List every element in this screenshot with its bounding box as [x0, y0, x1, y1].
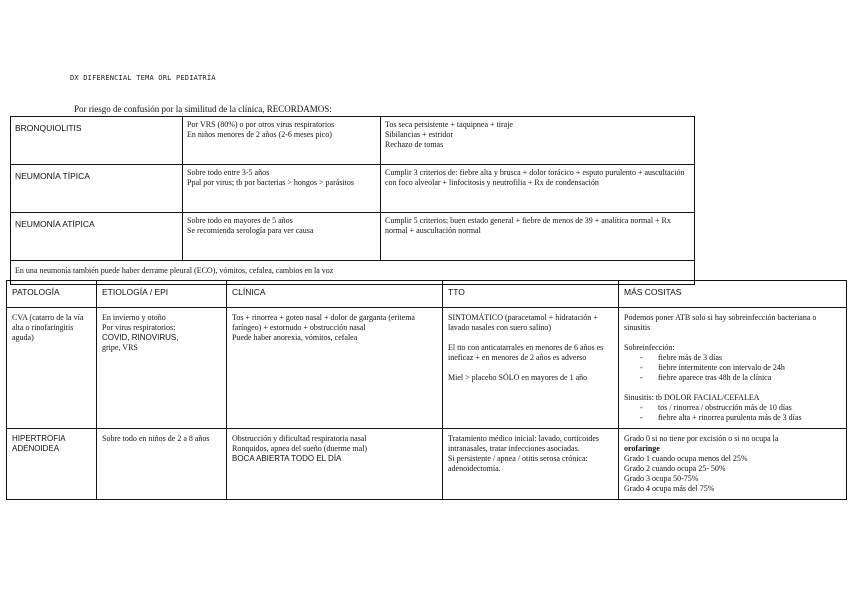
column-header: PATOLOGÍA — [7, 281, 97, 308]
clinic-cell: Tos + rinorrea + goteo nasal + dolor de garganta (eritema faríngeo) + estornudo + obstrucción nasal Puede haber anorexia, vómitos, cefalea — [227, 308, 443, 429]
etiology-cell: Sobre todo en niños de 2 a 8 años — [97, 429, 227, 500]
column-header: MÁS COSITAS — [619, 281, 847, 308]
list-item: - fiebre aparece tras 48h de la clínica — [640, 373, 841, 383]
table-header-row — [7, 281, 847, 308]
etiology-cell: Sobre todo entre 3-5 años Ppal por virus; tb por bacterias > hongos > parásitos — [183, 165, 381, 213]
list-item: - fiebre más de 3 días — [640, 353, 841, 363]
list-item: - fiebre alta + rinorrea purulenta más de 3 días — [640, 413, 841, 423]
treatment-cell: Tratamiento médico inicial: lavado, corticoides intranasales, tratar infecciones asociadas. Si persistente / apnea / otitis serosa crónica: adenoidectomía. — [443, 429, 619, 500]
column-header: TTO — [443, 281, 619, 308]
column-header: ETIOLOGÍA / EPI — [97, 281, 227, 308]
pathology-cell: HIPERTROFIA ADENOIDEA — [7, 429, 97, 500]
clinic-cell: Cumplir 5 criterios: buen estado general + fiebre de menos de 39 + analítica normal + Rx normal + auscultación normal — [381, 213, 695, 261]
table-row — [11, 213, 695, 261]
table-row — [11, 117, 695, 165]
etiology-cell: Sobre todo en mayores de 5 años Se recomienda serología para ver causa — [183, 213, 381, 261]
extra-notes-cell: Grado 0 si no tiene por excisión o si no ocupa la orofaringe Grado 1 cuando ocupa menos del 25% Grado 2 cuando ocupa 25- 50% Grado 3 ocupa 50-75% Grado 4 ocupa más del 75% — [619, 429, 847, 500]
pathology-table — [6, 280, 847, 500]
table-row-hipertrofia — [7, 429, 847, 500]
superinfection-list — [624, 353, 841, 383]
extra-notes-cell: Podemos poner ATB solo si hay sobreinfección bacteriana o sinusitis Sobreinfección: - fiebre más de 3 días - fiebre intermitente con intervalo de 24h - fiebre aparece tras 48h de la clínica Sinusitis: tb DOLOR FACIAL/CEFALEA - tos / rinorrea / obstrucción más de 10 días - fiebre alta + rinorrea purulenta más de 3 días — [619, 308, 847, 429]
pathology-name: BRONQUIOLITIS — [11, 117, 183, 165]
pathology-name: NEUMONÍA ATÍPICA — [11, 213, 183, 261]
differential-table — [10, 116, 695, 285]
etiology-cell: Por VRS (80%) o por otros virus respiratorios En niños menores de 2 años (2-6 meses pico) — [183, 117, 381, 165]
clinic-cell: Cumplir 3 criterios de: fiebre alta y brusca + dolor torácico + esputo purulento + auscultación con foco alveolar + linfocitosis y neutrofilia + Rx de condensación — [381, 165, 695, 213]
table-row-cva — [7, 308, 847, 429]
etiology-cell: En invierno y otoño Por virus respiratorios: COVID, RINOVIRUS, gripe, VRS — [97, 308, 227, 429]
treatment-cell: SINTOMÁTICO (paracetamol + hidratación + lavado nasales con suero salino) El tto con anticatarrales en menores de 6 años es ineficaz + en menores de 2 años es adverso Miel > placebo SÓLO en mayores de 1 año — [443, 308, 619, 429]
pathology-cell: CVA (catarro de la vía alta o rinofaringitis aguda) — [7, 308, 97, 429]
pneumonia-note: En una neumonía también puede haber derrame pleural (ECO), vómitos, cefalea, cambios en la voz — [11, 261, 695, 285]
intro-text: Por riesgo de confusión por la similitud de la clínica, RECORDAMOS: — [74, 104, 332, 114]
list-item: - fiebre intermitente con intervalo de 24h — [640, 363, 841, 373]
column-header: CLÍNICA — [227, 281, 443, 308]
sinusitis-list — [624, 403, 841, 423]
document-heading: DX DIFERENCIAL TEMA ORL PEDIATRÍA — [70, 74, 216, 82]
clinic-cell: Tos seca persistente + taquipnea + tiraje Sibilancias + estridor Rechazo de tomas — [381, 117, 695, 165]
pathology-name: NEUMONÍA TÍPICA — [11, 165, 183, 213]
table-row — [11, 165, 695, 213]
clinic-cell: Obstrucción y dificultad respiratoria nasal Ronquidos, apnea del sueño (duerme mal) BOCA ABIERTA TODO EL DÍA — [227, 429, 443, 500]
list-item: - tos / rinorrea / obstrucción más de 10 días — [640, 403, 841, 413]
